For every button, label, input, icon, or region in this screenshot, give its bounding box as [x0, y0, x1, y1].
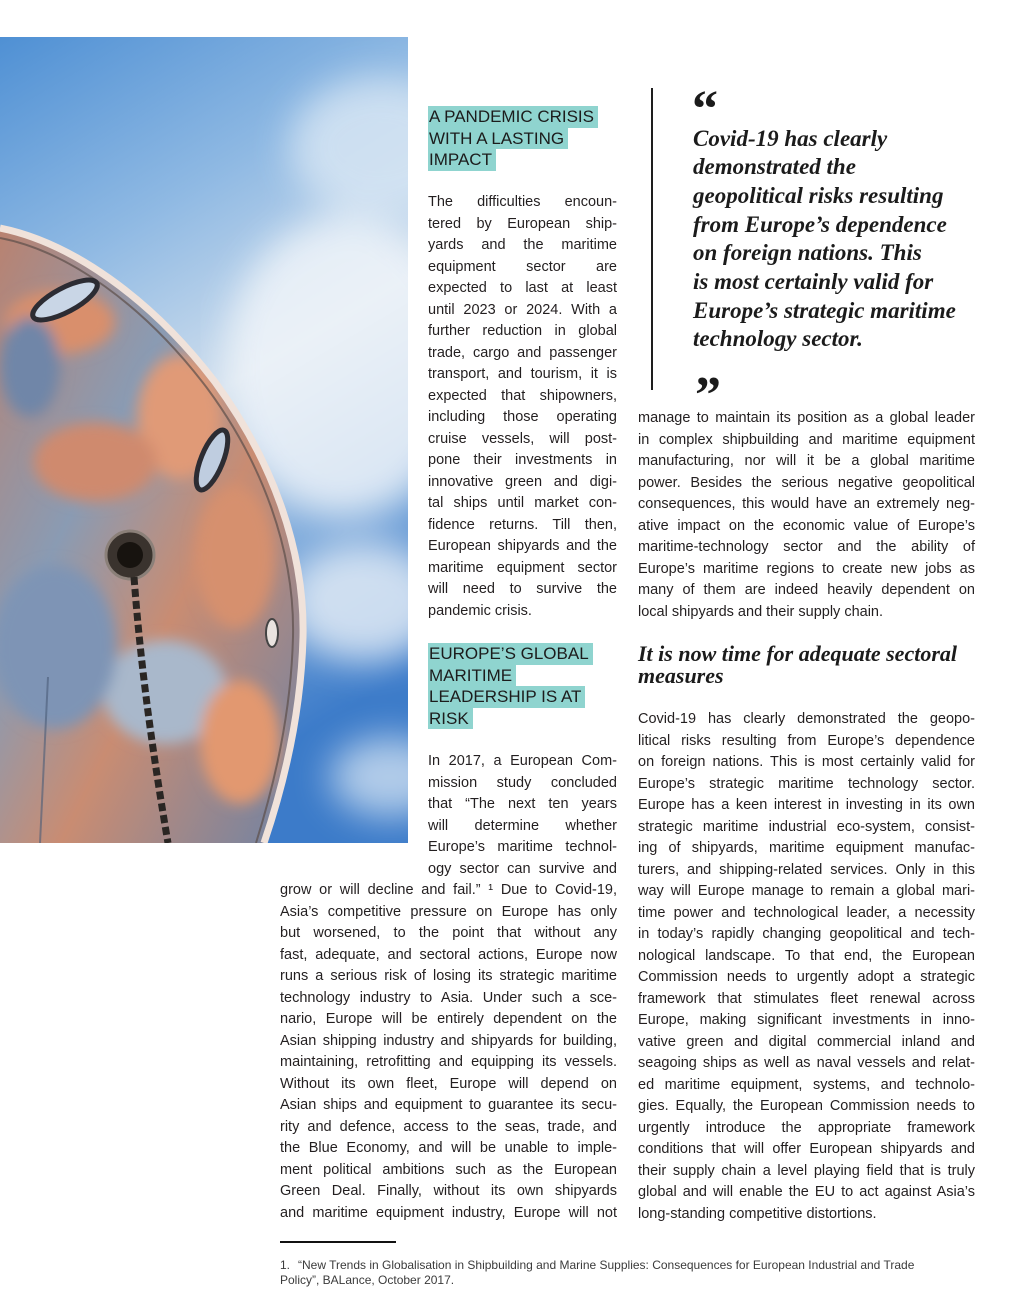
paragraph-line: and maritime equipment industry, Europe will not [280, 1204, 617, 1221]
rust-patch [200, 680, 280, 804]
pull-quote-line: on foreign nations. This [693, 240, 922, 266]
ship-bow-illustration [0, 37, 408, 843]
heading-line [428, 149, 617, 171]
paragraph-line: ing of shipyards, maritime equipment manufac- [638, 840, 975, 856]
paragraph-line: litical risks resulting from Europe’s dependence [638, 732, 975, 749]
paragraph-line: fidence returns. Till then, [428, 516, 617, 533]
paragraph-line: seagoing ships as well as naval vessels and relat- [638, 1055, 975, 1071]
paragraph-line: manufacturing, nor will it be a global maritime [638, 453, 975, 469]
paragraph-global-leadership-wide [280, 880, 617, 1224]
paragraph-pandemic-crisis [428, 192, 617, 622]
paragraph-line: Covid-19 has clearly demonstrated the geopo- [638, 711, 975, 727]
paragraph-line: turers, and shipping-related services. Only in this [638, 861, 975, 878]
paragraph-line: pandemic crisis. [428, 602, 532, 619]
paragraph-line: ed maritime equipment, systems, and technolo- [638, 1076, 975, 1093]
paragraph-line: equipment sector are [428, 258, 617, 275]
paragraph-line: time power and technological leader, a necessity [638, 904, 975, 921]
footnote-line [280, 1258, 914, 1273]
paragraph-line: power. Besides the serious negative geopolitical [638, 474, 975, 491]
paragraph-line: transport, and tourism, it is [428, 366, 617, 382]
paragraph-line: framework that stimulates fleet renewal across [638, 990, 975, 1007]
footnote-number: 1. [280, 1258, 291, 1272]
paragraph-line: Green Deal. Finally, without its own shipyards [280, 1183, 617, 1199]
heading-line-text: EUROPE’S GLOBAL [428, 643, 593, 665]
blue-patch [0, 317, 60, 417]
heading-line-text: A PANDEMIC CRISIS [428, 106, 598, 128]
paragraph-line: local shipyards and their supply chain. [638, 603, 884, 620]
paragraph-line: Europe, making significant investments in inno- [638, 1012, 975, 1028]
pull-quote-line: is most certainly valid for [693, 268, 934, 294]
hawse-pipe-opening [117, 542, 143, 568]
paragraph-line: Commission needs to urgently adopt a strategic [638, 969, 975, 985]
paragraph-line: yards and the maritime [428, 237, 617, 253]
paragraph-line: Europe has a keen interest in investing in its own [638, 797, 975, 813]
paragraph-line: maintaining, retrofitting and equipping its vessels. [280, 1054, 617, 1070]
paragraph-line: nological landscape. To that end, the European [638, 947, 975, 964]
paragraph-line: cruise vessels, will post- [428, 430, 617, 447]
paragraph-line: Europe’s strategic maritime technology sector. [638, 775, 975, 792]
paragraph-line: will determine whether [428, 817, 617, 834]
paragraph-line: until 2023 or 2024. With a [428, 301, 617, 318]
pull-quote-line: Covid-19 has clearly [693, 125, 888, 151]
hull-fitting [266, 619, 278, 647]
heading-line [428, 686, 617, 708]
paragraph-line: including those operating [428, 409, 617, 425]
heading-pandemic-crisis [428, 106, 617, 171]
rust-patch [195, 485, 275, 629]
paragraph-line: technology industry to Asia. Under such a sce- [280, 989, 617, 1006]
paragraph-sectoral-measures [638, 709, 975, 1225]
paragraph-line: that “The next ten years [428, 796, 617, 812]
paragraph-line: consequences, this would have an extremely neg- [638, 496, 975, 512]
pull-quote-line: technology sector. [693, 326, 863, 352]
paragraph-line: innovative green and digi- [428, 473, 617, 490]
paragraph-line: Without its own fleet, Europe will depend on [280, 1075, 617, 1092]
paragraph-line: global and will enable the EU to act against Asia’s [638, 1184, 975, 1200]
pull-quote-line: demonstrated the [693, 154, 856, 180]
footnote-line: Policy”, BALance, October 2017. [280, 1273, 455, 1287]
paragraph-line: long-standing competitive distortions. [638, 1205, 877, 1222]
subheading-sectoral-measures [638, 643, 975, 686]
ship-bow-photo [0, 37, 408, 843]
open-quote-mark: “ [692, 81, 718, 138]
paragraph-line: grow or will decline and fail.” ¹ Due to Covid-19, [280, 882, 617, 898]
heading-line [428, 665, 617, 687]
paragraph-line: strategic maritime industrial eco-system, consist- [638, 818, 975, 835]
pull-quote-rule [651, 88, 653, 390]
paragraph-line: fast, adequate, and sectoral actions, Europe now [280, 946, 617, 963]
paragraph-global-leadership-continued [638, 408, 975, 623]
paragraph-line: expected to last at least [428, 280, 617, 296]
heading-global-leadership [428, 643, 617, 729]
paragraph-line: in complex shipbuilding and maritime equipment [638, 431, 975, 448]
pull-quote-line: geopolitical risks resulting [693, 182, 944, 208]
paragraph-line: nario, Europe will be entirely dependent on the [280, 1011, 617, 1027]
paragraph-line: manage to maintain its position as a global leader [638, 410, 975, 426]
heading-line-text: WITH A LASTING [428, 128, 568, 150]
rust-patch [33, 422, 157, 502]
paragraph-line: Asian ships and equipment to guarantee its secu- [280, 1097, 617, 1113]
footnote-text: “New Trends in Globalisation in Shipbuilding and Marine Supplies: Consequences for European Industrial and Trade [298, 1258, 915, 1272]
paragraph-line: ative impact on the economic value of Europe’s [638, 517, 975, 534]
paragraph-line: further reduction in global [428, 323, 617, 339]
paragraph-line: ment political ambitions such as the European [280, 1161, 617, 1178]
heading-line [428, 708, 617, 730]
pull-quote-line: from Europe’s dependence [693, 211, 947, 237]
paragraph-line: runs a serious risk of losing its strategic maritime [280, 968, 617, 984]
subheading-line: It is now time for adequate sectoral [638, 641, 957, 666]
paragraph-line: gies. Equally, the European Commission needs to [638, 1098, 975, 1114]
heading-line-text: LEADERSHIP IS AT [428, 686, 585, 708]
paragraph-line: will need to survive the [428, 581, 617, 597]
paragraph-line: but worsened, to the point that without any [280, 925, 617, 941]
heading-line [428, 128, 617, 150]
paragraph-line: their supply chain a level playing field that is truly [638, 1162, 975, 1179]
paragraph-line: rity and defence, access to the seas, trade, and [280, 1118, 617, 1135]
heading-line [428, 106, 617, 128]
subheading-line: measures [638, 662, 724, 688]
pull-quote [693, 125, 975, 355]
paragraph-line: ogy sector can survive and [428, 860, 617, 877]
pull-quote-line: Europe’s strategic maritime [693, 297, 956, 323]
paragraph-line: In 2017, a European Com- [428, 753, 617, 769]
paragraph-line: Europe’s maritime technol- [428, 839, 617, 855]
paragraph-line: European shipyards and the [428, 538, 617, 554]
paragraph-line: maritime equipment sector [428, 559, 617, 576]
heading-line [428, 643, 617, 665]
paragraph-line: The difficulties encoun- [428, 194, 617, 210]
paragraph-line: in today’s rapidly changing geopolitical and tech- [638, 926, 975, 942]
paragraph-line: tered by European ship- [428, 215, 617, 232]
paragraph-line: on foreign nations. This is most certainly valid for [638, 754, 975, 770]
paragraph-line: way will Europe manage to remain a global mari- [638, 883, 975, 899]
paragraph-line: conditions that will offer European shipyards and [638, 1141, 975, 1157]
paragraph-line: pone their investments in [428, 452, 617, 468]
paragraph-line: Asian shipping industry and shipyards for building, [280, 1032, 617, 1049]
paragraph-global-leadership-narrow [428, 751, 617, 880]
paragraph-line: urgently introduce the appropriate framework [638, 1119, 975, 1136]
close-quote-mark: ” [695, 367, 721, 424]
paragraph-line: vative green and digital commercial inland and [638, 1033, 975, 1050]
paragraph-line: the Blue Economy, and will be unable to imple- [280, 1140, 617, 1156]
paragraph-line: trade, cargo and passenger [428, 344, 617, 361]
paragraph-line: mission study concluded [428, 774, 617, 791]
paragraph-line: maritime-technology sector and the ability of [638, 539, 975, 555]
heading-line-text: MARITIME [428, 665, 516, 687]
heading-line-text: IMPACT [428, 149, 496, 171]
footnote [280, 1258, 914, 1288]
paragraph-line: Europe’s maritime regions to create new jobs as [638, 560, 975, 577]
paragraph-line: many of them are indeed heavily dependent on [638, 582, 975, 598]
heading-line-text: RISK [428, 708, 473, 730]
paragraph-line: Asia’s competitive pressure on Europe has only [280, 903, 617, 920]
paragraph-line: expected that shipowners, [428, 387, 617, 404]
paragraph-line: tal ships until market con- [428, 495, 617, 511]
footnote-rule [280, 1241, 396, 1243]
